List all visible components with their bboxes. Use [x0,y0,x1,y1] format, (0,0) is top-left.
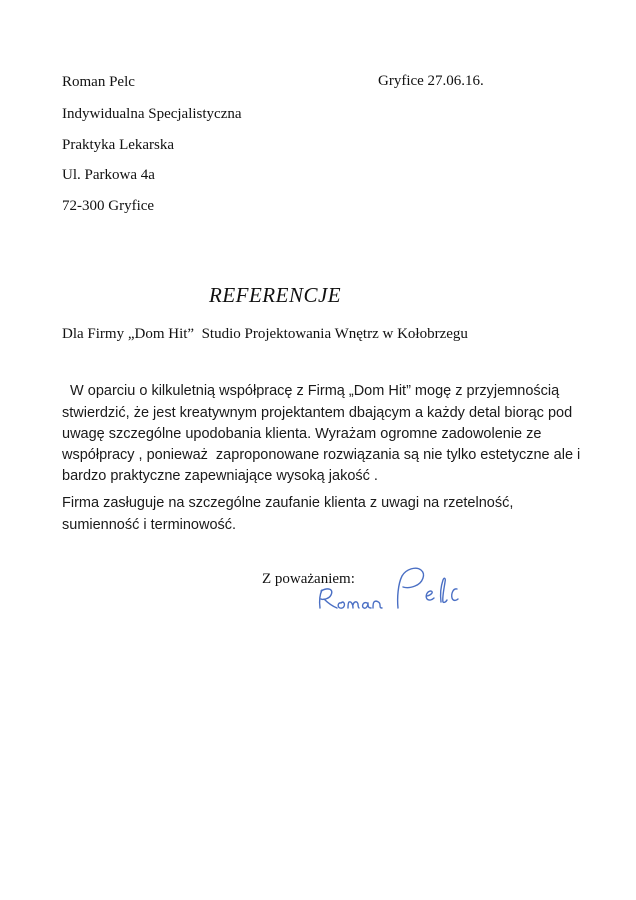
sender-name: Roman Pelc [62,74,135,90]
body-p1-line-2: stwierdzić, że jest kreatywnym projektantem dbającym a każdy detal biorąc pod [62,405,573,421]
sender-line-1: Indywidualna Specjalistyczna [62,106,242,122]
body-p1-line-3: uwagę szczególne upodobania klienta. Wyrażam ogromne zadowolenie ze [62,426,542,442]
handwritten-signature [310,558,500,618]
sender-postal-city: 72-300 Gryfice [62,198,155,214]
body-p1-line-4: współpracy , ponieważ zaproponowane rozwiązania są nie tylko estetyczne ale i [62,447,581,463]
sender-line-2: Praktyka Lekarska [62,137,175,153]
body-p2-line-1: Firma zasługuje na szczególne zaufanie klienta z uwagi na rzetelność, [62,495,514,511]
signature-strokes [320,568,458,608]
body-p1-line-1: W oparciu o kilkuletnią współpracę z Firmą „Dom Hit” mogę z przyjemnością [62,383,560,399]
document-title: REFERENCJE [209,283,342,307]
subject-line: Dla Firmy „Dom Hit” Studio Projektowania Wnętrz w Kołobrzegu [62,326,468,342]
body-p2-line-2: sumienność i terminowość. [62,517,237,533]
body-p1-line-5: bardzo praktyczne zapewniające wysoką jakość . [62,468,378,484]
place-date: Gryfice 27.06.16. [378,73,484,89]
sender-street: Ul. Parkowa 4a [62,167,155,183]
closing-salutation: Z poważaniem: [262,571,355,587]
